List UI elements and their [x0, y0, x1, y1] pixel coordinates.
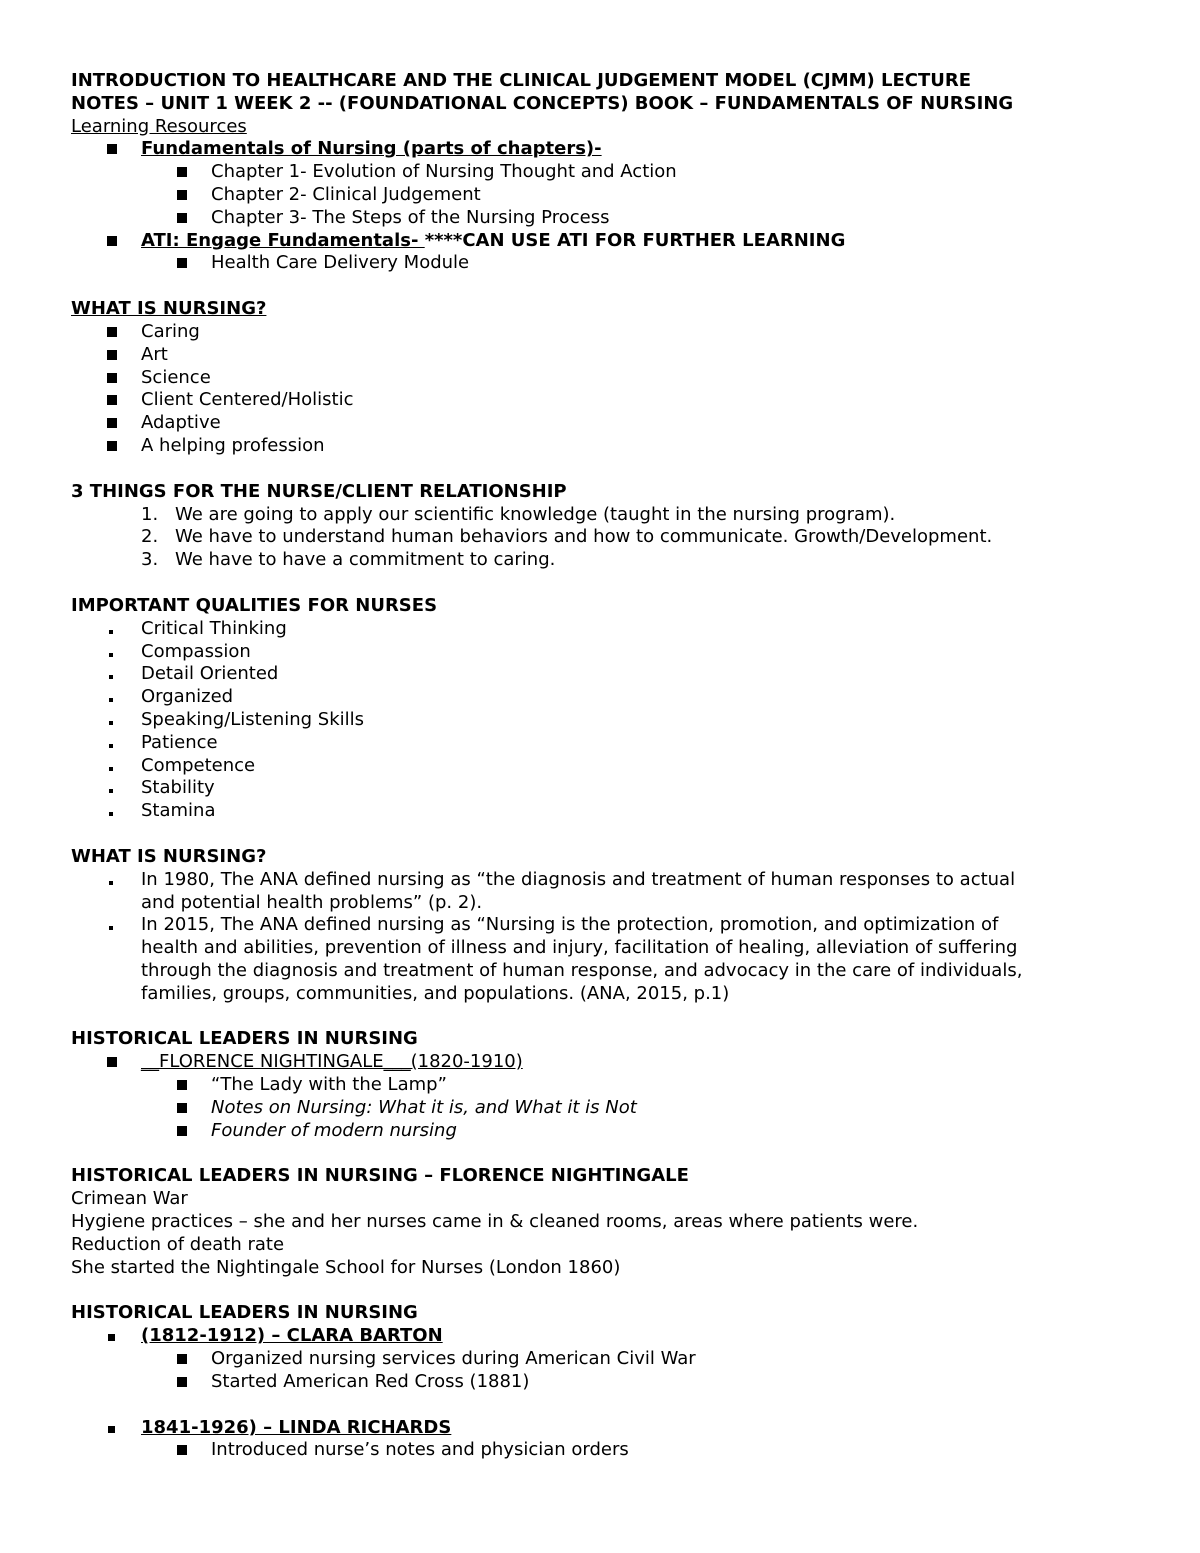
section-heading: WHAT IS NURSING? — [71, 298, 267, 320]
list-item: Organized nursing services during American Civil War — [71, 1348, 1141, 1371]
dot-bullet-icon — [109, 653, 113, 657]
square-bullet-icon — [177, 190, 187, 200]
dot-bullet-icon — [109, 812, 113, 816]
dot-bullet-icon — [109, 721, 113, 725]
list-item: Art — [71, 344, 1141, 367]
list-item: Organized — [71, 686, 1141, 709]
list-item: Fundamentals of Nursing (parts of chapters)- — [71, 138, 1141, 161]
list-item: Science — [71, 367, 1141, 390]
section-heading: HISTORICAL LEADERS IN NURSING – FLORENCE NIGHTINGALE — [71, 1165, 689, 1187]
list-item: Founder of modern nursing — [71, 1120, 1141, 1143]
dot-bullet-icon — [109, 881, 113, 885]
list-item: __FLORENCE NIGHTINGALE___(1820-1910) — [71, 1051, 1141, 1074]
square-bullet-icon — [108, 1426, 115, 1433]
list-item: Client Centered/Holistic — [71, 389, 1141, 412]
dot-bullet-icon — [109, 698, 113, 702]
list-item: Started American Red Cross (1881) — [71, 1371, 1141, 1394]
list-item: Chapter 2- Clinical Judgement — [71, 184, 1141, 207]
list-item: Adaptive — [71, 412, 1141, 435]
square-bullet-icon — [177, 1080, 187, 1090]
square-bullet-icon — [177, 1103, 187, 1113]
square-bullet-icon — [107, 418, 117, 428]
text-line: Crimean War — [71, 1188, 188, 1210]
square-bullet-icon — [107, 395, 117, 405]
square-bullet-icon — [107, 1057, 117, 1067]
square-bullet-icon — [107, 373, 117, 383]
square-bullet-icon — [177, 1354, 187, 1364]
list-item: Compassion — [71, 641, 1141, 664]
square-bullet-icon — [177, 1445, 187, 1455]
dot-bullet-icon — [109, 675, 113, 679]
list-item: 1. We are going to apply our scientific knowledge (taught in the nursing program). — [141, 503, 896, 525]
text-line: Hygiene practices – she and her nurses came in & cleaned rooms, areas where patients were. — [71, 1211, 919, 1233]
section-heading: WHAT IS NURSING? — [71, 845, 267, 867]
section-heading: IMPORTANT QUALITIES FOR NURSES — [71, 594, 438, 616]
doc-title-line-2: NOTES – UNIT 1 WEEK 2 -- (FOUNDATIONAL CONCEPTS) BOOK – FUNDAMENTALS OF NURSING — [71, 92, 1014, 114]
list-item: ATI: Engage Fundamentals- ****CAN USE ATI FOR FURTHER LEARNING — [71, 230, 1141, 253]
list-item: Patience — [71, 732, 1141, 755]
list-item: 1841-1926) – LINDA RICHARDS — [71, 1417, 1141, 1440]
list-item: Detail Oriented — [71, 663, 1141, 686]
square-bullet-icon — [107, 441, 117, 451]
square-bullet-icon — [108, 1334, 115, 1341]
list-item: Introduced nurse’s notes and physician orders — [71, 1439, 1141, 1462]
list-item: Health Care Delivery Module — [71, 252, 1141, 275]
list-item: Stability — [71, 777, 1141, 800]
square-bullet-icon — [107, 236, 117, 246]
text-line: She started the Nightingale School for Nurses (London 1860) — [71, 1256, 621, 1278]
list-item: Speaking/Listening Skills — [71, 709, 1141, 732]
section-heading: 3 THINGS FOR THE NURSE/CLIENT RELATIONSHIP — [71, 480, 567, 502]
dot-bullet-icon — [109, 630, 113, 634]
doc-title-line-1: INTRODUCTION TO HEALTHCARE AND THE CLINICAL JUDGEMENT MODEL (CJMM) LECTURE — [71, 70, 972, 91]
list-item: In 2015, The ANA defined nursing as “Nursing is the protection, promotion, and optimization of health and abilities, prevention of illness and injury, facilitation of healing, alleviation of suffering through the diagnosis and treatment of human response, and advocacy in the care of individuals, families, groups, communities, and populations. (ANA, 2015, p.1) — [71, 914, 1141, 1005]
list-item: A helping profession — [71, 435, 1141, 458]
dot-bullet-icon — [109, 789, 113, 793]
square-bullet-icon — [177, 1126, 187, 1136]
list-item: Chapter 3- The Steps of the Nursing Process — [71, 207, 1141, 230]
list-item: Critical Thinking — [71, 618, 1141, 641]
square-bullet-icon — [177, 213, 187, 223]
list-item: Caring — [71, 321, 1141, 344]
learning-resources-heading: Learning Resources — [71, 115, 247, 137]
list-item: Notes on Nursing: What it is, and What it is Not — [71, 1097, 1141, 1120]
list-item: Stamina — [71, 800, 1141, 823]
document-body — [71, 70, 1141, 1462]
list-item: (1812-1912) – CLARA BARTON — [71, 1325, 1141, 1348]
square-bullet-icon — [107, 144, 117, 154]
list-item: In 1980, The ANA defined nursing as “the diagnosis and treatment of human responses to actual and potential health problems” (p. 2). — [71, 869, 1141, 915]
text-line: Reduction of death rate — [71, 1233, 285, 1255]
list-item: 3. We have to have a commitment to caring. — [141, 549, 556, 571]
square-bullet-icon — [107, 350, 117, 360]
section-heading: HISTORICAL LEADERS IN NURSING — [71, 1302, 418, 1324]
dot-bullet-icon — [109, 926, 113, 930]
square-bullet-icon — [177, 167, 187, 177]
list-item: 2. We have to understand human behaviors and how to communicate. Growth/Development. — [141, 526, 993, 548]
square-bullet-icon — [177, 1377, 187, 1387]
list-item: Competence — [71, 755, 1141, 778]
list-item: Chapter 1- Evolution of Nursing Thought and Action — [71, 161, 1141, 184]
dot-bullet-icon — [109, 744, 113, 748]
section-heading: HISTORICAL LEADERS IN NURSING — [71, 1028, 418, 1050]
square-bullet-icon — [177, 258, 187, 268]
dot-bullet-icon — [109, 767, 113, 771]
square-bullet-icon — [107, 327, 117, 337]
list-item: “The Lady with the Lamp” — [71, 1074, 1141, 1097]
